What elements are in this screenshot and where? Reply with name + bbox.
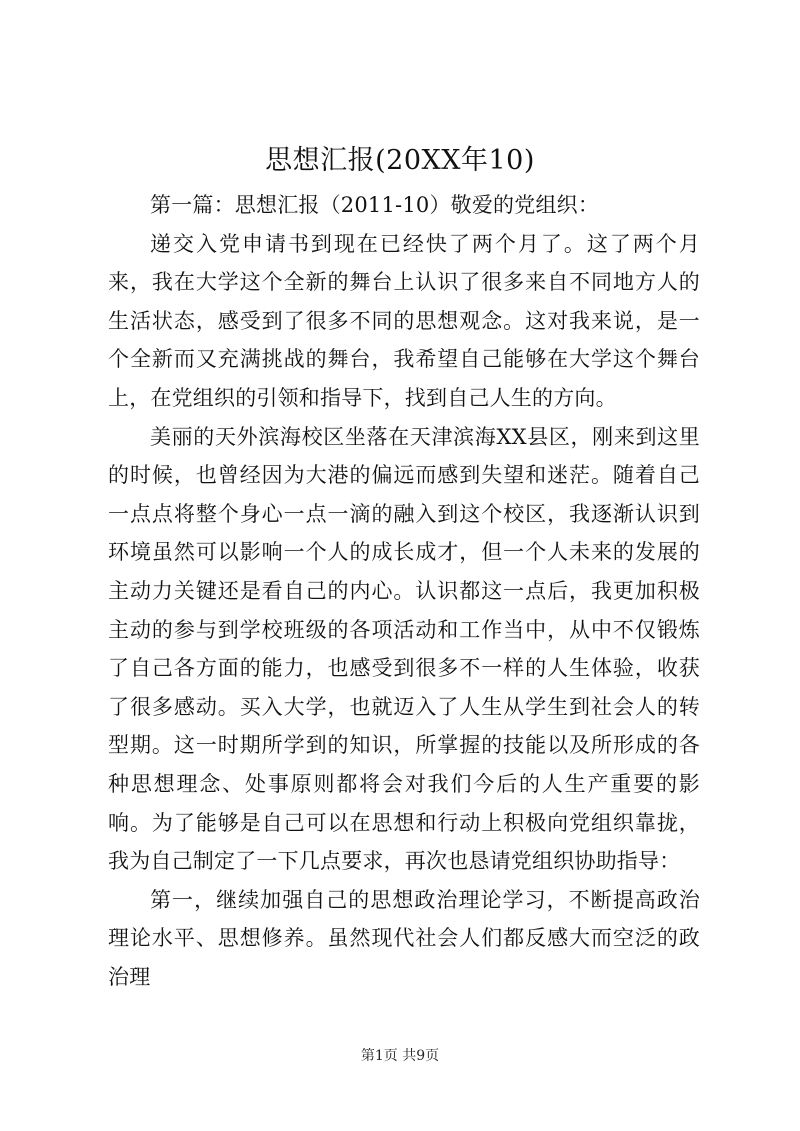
paragraph-first-point: 第一，继续加强自己的思想政治理论学习，不断提高政治理论水平、思想修养。虽然现代社会人们都反感大而空泛的政治理	[108, 887, 700, 989]
document-body	[108, 186, 700, 996]
paragraph-intro: 递交入党申请书到现在已经快了两个月了。这了两个月来，我在大学这个全新的舞台上认识了很多来自不同地方人的生活状态，感受到了很多不同的思想观念。这对我来说，是一个全新而又充满挑战的舞台，我希望自己能够在大学这个舞台上，在党组织的引领和指导下，找到自己人生的方向。	[108, 231, 700, 410]
page-number-footer: 第1页 共9页	[360, 1048, 440, 1064]
document-title: 思想汇报(20XX年10)	[265, 145, 535, 176]
paragraph-heading: 第一篇：思想汇报（2011-10）敬爱的党组织：	[150, 193, 600, 217]
paragraph-campus: 美丽的天外滨海校区坐落在天津滨海XX县区，刚来到这里的时候，也曾经因为大港的偏远而感到失望和迷茫。随着自己一点点将整个身心一点一滴的融入到这个校区，我逐渐认识到环境虽然可以影响一个人的成长成才，但一个人未来的发展的主动力关键还是看自己的内心。认识都这一点后，我更加积极主动的参与到学校班级的各项活动和工作当中，从中不仅锻炼了自己各方面的能力，也感受到很多不一样的人生体验，收获了很多感动。买入大学，也就迈入了人生从学生到社会人的转型期。这一时期所学到的知识，所掌握的技能以及所形成的各种思想理念、处事原则都将会对我们今后的人生产重要的影响。为了能够是自己可以在思想和行动上积极向党组织靠拢，我为自己制定了一下几点要求，再次也恳请党组织协助指导：	[108, 424, 700, 874]
